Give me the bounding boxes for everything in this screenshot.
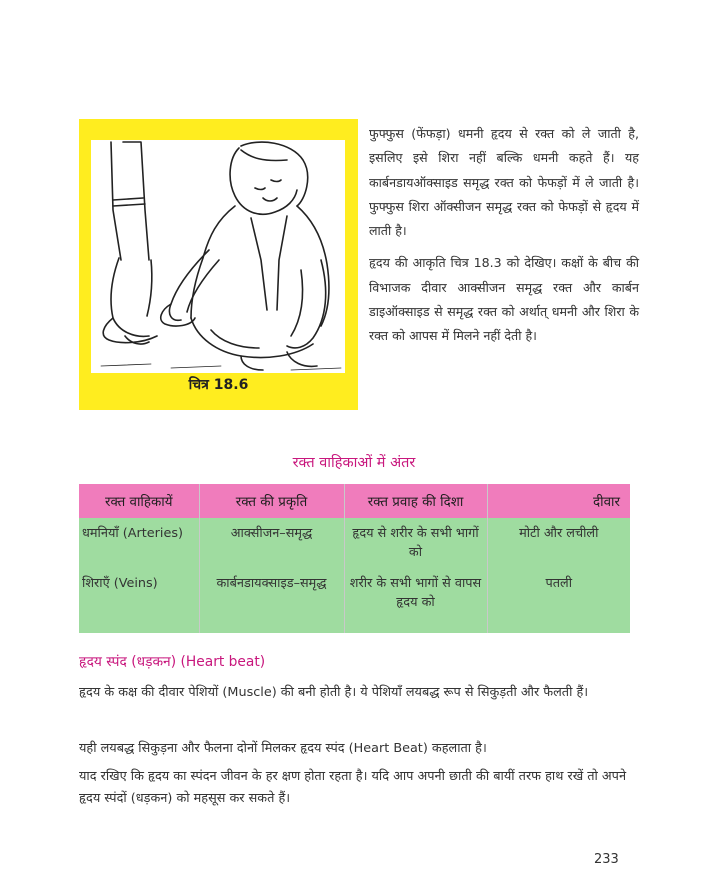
table-header-row <box>79 484 630 518</box>
figure-illustration <box>91 140 345 373</box>
table-row <box>79 518 630 568</box>
table-header-cell: रक्त प्रवाह की दिशा <box>344 484 487 518</box>
table-header-cell: रक्त वाहिकायें <box>79 484 199 518</box>
table-row <box>79 568 630 633</box>
side-paragraph: फुफ्फुस (फेंफड़ा) धमनी हृदय से रक्त को ले जाती है, इसलिए इसे शिरा नहीं बल्कि धमनी कहते हैं। यह कार्बनडायऑक्साइड समृद्ध रक्त को फेफड़ों में ले जाती है। फुफ्फुस शिरा ऑक्सीजन समृद्ध रक्त को फेफड़ों से हृदय में लाती है। <box>369 126 639 239</box>
figure-box <box>79 119 358 410</box>
table-header-cell: दीवार <box>487 484 630 518</box>
table-cell: हृदय से शरीर के सभी भागों को <box>344 518 487 568</box>
boy-checking-pulse-illustration <box>91 140 345 373</box>
table-cell: पतली <box>487 568 630 633</box>
page-number: 233 <box>594 852 619 867</box>
side-text <box>369 122 639 349</box>
table-title: रक्त वाहिकाओं में अंतर <box>292 455 416 471</box>
side-paragraph: हृदय की आकृति चित्र 18.3 को देखिए। कक्षों के बीच की विभाजक दीवार आक्सीजन समृद्ध रक्त और कार्बन डाइऑक्साइड से समृद्ध रक्त को अर्थात् धमनी और शिरा के रक्त को आपस में मिलने नहीं देती है। <box>369 255 639 344</box>
body-paragraph: हृदय के कक्ष की दीवार पेशियों (Muscle) की बनी होती है। ये पेशियाँ लयबद्ध रूप से सिकुड़ती और फैलती हैं। <box>79 685 589 700</box>
table-cell: मोटी और लचीली <box>487 518 630 568</box>
table-cell: कार्बनडायक्साइड–समृद्ध <box>199 568 344 633</box>
body-paragraph: याद रखिए कि हृदय का स्पंदन जीवन के हर क्षण होता रहता है। यदि आप अपनी छाती की बायीं तरफ हाथ रखें तो अपने हृदय स्पंदों (धड़कन) को महसूस कर सकते हैं। <box>79 769 627 806</box>
table-cell: धमनियाँ (Arteries) <box>79 518 199 568</box>
section-heading: हृदय स्पंद (धड़कन) (Heart beat) <box>79 654 266 670</box>
figure-caption: चित्र 18.6 <box>188 377 249 393</box>
body-paragraph: यही लयबद्ध सिकुड़ना और फैलना दोनों मिलकर हृदय स्पंद (Heart Beat) कहलाता है। <box>79 741 487 756</box>
table-cell: शरीर के सभी भागों से वापस हृदय को <box>344 568 487 633</box>
blood-vessel-comparison-table <box>79 484 630 633</box>
table-header-cell: रक्त की प्रकृति <box>199 484 344 518</box>
table-cell: शिराएँ (Veins) <box>79 568 199 633</box>
table-cell: आक्सीजन–समृद्ध <box>199 518 344 568</box>
